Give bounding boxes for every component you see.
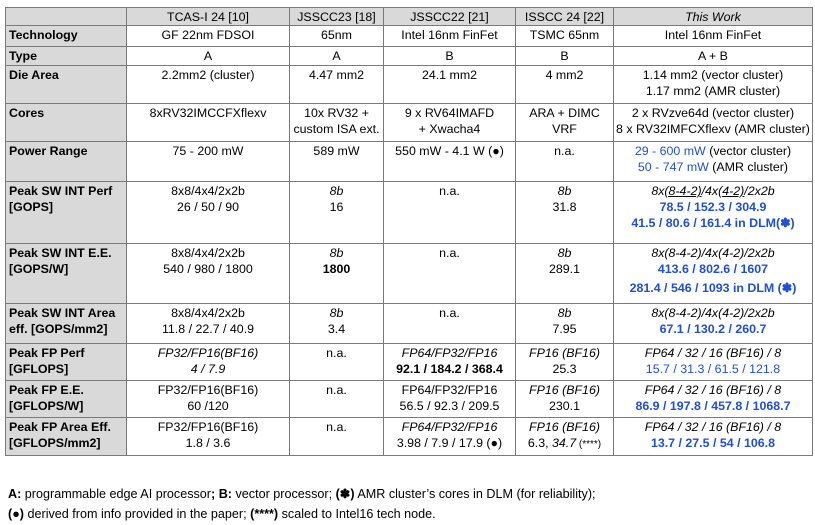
cell-line: 4 / 7.9 xyxy=(190,362,226,376)
header-corner xyxy=(6,8,127,26)
cell-line: FP16 (BF16) xyxy=(529,420,600,434)
cell-line: custom ISA ext. xyxy=(293,122,380,136)
cell: 4.47 mm2 xyxy=(290,66,384,104)
cell-line: 3.4 xyxy=(327,322,346,336)
cell-line: 8b xyxy=(329,246,344,260)
cell: TSMC 65nm xyxy=(516,26,614,47)
cell-line: 78.5 / 152.3 / 304.9 xyxy=(659,200,767,214)
cell xyxy=(127,381,290,418)
col-header: JSSCC23 [18] xyxy=(290,8,384,26)
cell-line: FP64 / 32 / 16 (BF16) / 8 xyxy=(644,346,782,360)
cell xyxy=(127,244,290,304)
cell xyxy=(127,418,290,456)
cell-line: 8x(8-4-2)/4x(4-2)/2x2b xyxy=(651,246,775,260)
cell-line: 15.7 / 31.3 / 61.5 / 121.8 xyxy=(645,362,781,376)
cell-line: 26 / 50 / 90 xyxy=(176,200,239,214)
cell: A xyxy=(127,47,290,66)
cell xyxy=(614,304,813,344)
col-header: JSSCC22 [21] xyxy=(384,8,516,26)
row-label-line: [GFLOPS] xyxy=(9,362,69,376)
cell xyxy=(516,304,614,344)
cell-line: 67.1 / 130.2 / 260.7 xyxy=(659,322,767,336)
power-desc: (AMR cluster) xyxy=(708,160,789,174)
cell xyxy=(516,344,614,381)
cell-line: FP32/FP16(BF16) xyxy=(157,420,259,434)
cell-line: 9 x RV64IMAFD xyxy=(404,106,495,120)
row-label: Technology xyxy=(6,26,127,47)
cell-line: FP16 (BF16) xyxy=(529,346,600,360)
cell xyxy=(384,381,516,418)
row-peak-fp-perf xyxy=(6,344,813,381)
cell xyxy=(614,142,813,182)
footnote-text: derived from info provided in the paper; xyxy=(24,507,251,521)
cell: 24.1 mm2 xyxy=(384,66,516,104)
footnote-text: AMR cluster’s cores in DLM (for reliability); xyxy=(354,487,596,501)
row-label-line: [GOPS/W] xyxy=(9,262,69,276)
cell: n.a. xyxy=(384,304,516,344)
row-label-line: Peak SW INT E.E. xyxy=(9,246,112,260)
power-desc: (vector cluster) xyxy=(705,144,792,158)
cell xyxy=(516,182,614,244)
cell: n.a. xyxy=(384,244,516,304)
cell-line: 8b xyxy=(557,246,572,260)
cell-line: 10x RV32 + xyxy=(304,106,369,120)
col-header: TCAS-I 24 [10] xyxy=(127,8,290,26)
cell-line: ARA + DIMC xyxy=(529,106,600,120)
txt: /2x2b xyxy=(744,184,775,198)
cell-line: 16 xyxy=(329,200,344,214)
cell: GF 22nm FDSOI xyxy=(127,26,290,47)
row-label-line: [GOPS] xyxy=(9,200,54,214)
cell-line: 13.7 / 27.5 / 54 / 106.8 xyxy=(650,436,775,450)
row-label-line: Peak FP Perf xyxy=(9,346,85,360)
row-label xyxy=(6,418,127,456)
cell xyxy=(127,344,290,381)
cell-line: 1800 xyxy=(322,262,351,276)
cell-line: 7.95 xyxy=(552,322,577,336)
cell-line xyxy=(616,159,810,175)
cell xyxy=(614,244,813,304)
cell-line: 230.1 xyxy=(548,399,580,413)
cell: 2.2mm2 (cluster) xyxy=(127,66,290,104)
footnote-key: ; B: xyxy=(211,487,232,501)
cell-line: 25.3 xyxy=(552,362,577,376)
cell xyxy=(614,182,813,244)
cell: 4 mm2 xyxy=(516,66,614,104)
row-label-line: Peak FP Area Eff. xyxy=(9,420,111,434)
cell-line: 60 /120 xyxy=(187,399,229,413)
row-label-line: Peak SW INT Area xyxy=(9,306,116,320)
row-label-line: eff. [GOPS/mm2] xyxy=(9,322,108,336)
cell-line: FP32/FP16(BF16) xyxy=(157,383,259,397)
comparison-table xyxy=(5,7,813,456)
row-label: Die Area xyxy=(6,66,127,104)
cell: B xyxy=(384,47,516,66)
footnote-key: (✽) xyxy=(335,487,355,501)
header-row xyxy=(6,8,813,26)
txt: (4-2) xyxy=(718,184,745,198)
cell: 589 mW xyxy=(290,142,384,182)
row-label xyxy=(6,304,127,344)
cell: n.a. xyxy=(290,344,384,381)
txt: (8-4-2) xyxy=(664,184,702,198)
cell: n.a. xyxy=(290,418,384,456)
cell: Intel 16nm FinFet xyxy=(384,26,516,47)
cell-line: 56.5 / 92.3 / 209.5 xyxy=(399,399,500,413)
cell-line: FP64 / 32 / 16 (BF16) / 8 xyxy=(644,420,782,434)
txt: 8x xyxy=(651,184,665,198)
row-label-line: Peak SW INT Perf xyxy=(9,184,113,198)
row-peak-fp-area xyxy=(6,418,813,456)
row-type xyxy=(6,47,813,66)
row-peak-int-area xyxy=(6,304,813,344)
cell xyxy=(614,66,813,104)
row-label: Power Range xyxy=(6,142,127,182)
cell: A + B xyxy=(614,47,813,66)
cell-line: 8b xyxy=(557,306,572,320)
row-label xyxy=(6,381,127,418)
footnote-key: (****) xyxy=(250,507,279,521)
cell-line: 3.98 / 7.9 / 17.9 (●) xyxy=(396,436,503,450)
cell xyxy=(384,418,516,456)
cell xyxy=(614,381,813,418)
row-peak-int-perf xyxy=(6,182,813,244)
footnote-key: A: xyxy=(8,487,22,501)
row-power-range xyxy=(6,142,813,182)
cell xyxy=(516,381,614,418)
cell xyxy=(290,244,384,304)
comparison-table-wrap xyxy=(5,7,813,456)
cell-line: FP32/FP16(BF16) xyxy=(157,346,259,360)
cell-line: FP16 (BF16) xyxy=(529,383,600,397)
row-label xyxy=(6,244,127,304)
cell: 65nm xyxy=(290,26,384,47)
cell-line: 31.8 xyxy=(552,200,577,214)
cell-line: 8b xyxy=(329,306,344,320)
cell: Intel 16nm FinFet xyxy=(614,26,813,47)
cell-line: 8x8/4x4/2x2b xyxy=(171,306,245,320)
cell: n.a. xyxy=(516,142,614,182)
cell: 8xRV32IMCCFXflexv xyxy=(127,104,290,142)
footnote-text: programmable edge AI processor xyxy=(21,487,212,501)
cell-line: FP64/FP32/FP16 xyxy=(401,383,498,397)
cell-line: 281.4 / 546 / 1093 in DLM (✽) xyxy=(629,281,797,295)
footnote-key: (●) xyxy=(8,507,24,521)
cell: 75 - 200 mW xyxy=(127,142,290,182)
row-label-line: [GFLOPS/mm2] xyxy=(9,436,101,450)
row-label: Cores xyxy=(6,104,127,142)
footnote-line-2 xyxy=(8,506,436,522)
row-label-line: [GFLOPS/W] xyxy=(9,399,84,413)
cell-line xyxy=(616,143,810,159)
cell-line: 289.1 xyxy=(548,262,580,276)
cell-line: 540 / 980 / 1800 xyxy=(163,262,253,276)
cell xyxy=(384,344,516,381)
cell xyxy=(290,182,384,244)
cell-line: 8x8/4x4/2x2b xyxy=(171,184,245,198)
cell: n.a. xyxy=(290,381,384,418)
cell-line: 8x8/4x4/2x2b xyxy=(171,246,245,260)
cell-line: 8x(8-4-2)/4x(4-2)/2x2b xyxy=(651,306,775,320)
power-value: 29 - 600 mW xyxy=(634,144,706,158)
row-technology xyxy=(6,26,813,47)
cell xyxy=(516,418,614,456)
cell xyxy=(127,304,290,344)
row-label xyxy=(6,182,127,244)
cell xyxy=(516,104,614,142)
power-value: 50 - 747 mW xyxy=(637,160,709,174)
cell-line: 11.8 / 22.7 / 40.9 xyxy=(161,322,255,336)
cell xyxy=(516,244,614,304)
row-peak-int-ee xyxy=(6,244,813,304)
cell xyxy=(384,104,516,142)
cell: A xyxy=(290,47,384,66)
row-label-line: Peak FP E.E. xyxy=(9,383,84,397)
cell-line: 92.1 / 184.2 / 368.4 xyxy=(396,362,503,376)
cell: B xyxy=(516,47,614,66)
cell-line: FP64/FP32/FP16 xyxy=(401,420,498,434)
row-label: Type xyxy=(6,47,127,66)
cell-line: VRF xyxy=(552,122,577,136)
cell-line: 8b xyxy=(557,184,572,198)
cell-line: 1.8 / 3.6 xyxy=(185,436,231,450)
row-cores xyxy=(6,104,813,142)
col-header-this-work: This Work xyxy=(614,8,813,26)
cell-line: FP64/FP32/FP16 xyxy=(401,346,498,360)
footnote-text: scaled to Intel16 tech node. xyxy=(278,507,436,521)
cell xyxy=(614,418,813,456)
cell-line: 86.9 / 197.8 / 457.8 / 1068.7 xyxy=(635,399,791,413)
cell xyxy=(614,344,813,381)
footnote-text: vector processor; xyxy=(232,487,336,501)
cell-line xyxy=(616,183,810,199)
cell xyxy=(290,104,384,142)
cell-line: FP64 / 32 / 16 (BF16) / 8 xyxy=(644,383,782,397)
cell-line: 1.17 mm2 (AMR cluster) xyxy=(645,84,781,98)
cell-line: 413.6 / 802.6 / 1607 xyxy=(657,262,769,276)
col-header: ISSCC 24 [22] xyxy=(516,8,614,26)
cell-line: 8 x RV32IMFCXflexv (AMR cluster) xyxy=(616,122,810,136)
row-die-area xyxy=(6,66,813,104)
row-peak-fp-ee xyxy=(6,381,813,418)
txt: 6.3, xyxy=(527,436,552,450)
cell: n.a. xyxy=(384,182,516,244)
cell: 550 mW - 4.1 W (●) xyxy=(384,142,516,182)
cell-line xyxy=(518,435,611,451)
cell-line: + Xwacha4 xyxy=(418,122,481,136)
cell xyxy=(614,104,813,142)
footnote-line-1 xyxy=(8,486,596,502)
txt: /4x xyxy=(701,184,719,198)
cell-line: 8b xyxy=(329,184,344,198)
row-label xyxy=(6,344,127,381)
cell-line: 2 x RVzve64d (vector cluster) xyxy=(631,106,795,120)
cell-line: 1.14 mm2 (vector cluster) xyxy=(642,68,784,82)
cell xyxy=(127,182,290,244)
txt: 34.7 xyxy=(551,436,577,450)
txt: (****) xyxy=(576,439,602,450)
cell xyxy=(290,304,384,344)
cell-line: 41.5 / 80.6 / 161.4 in DLM(✽) xyxy=(631,216,795,230)
